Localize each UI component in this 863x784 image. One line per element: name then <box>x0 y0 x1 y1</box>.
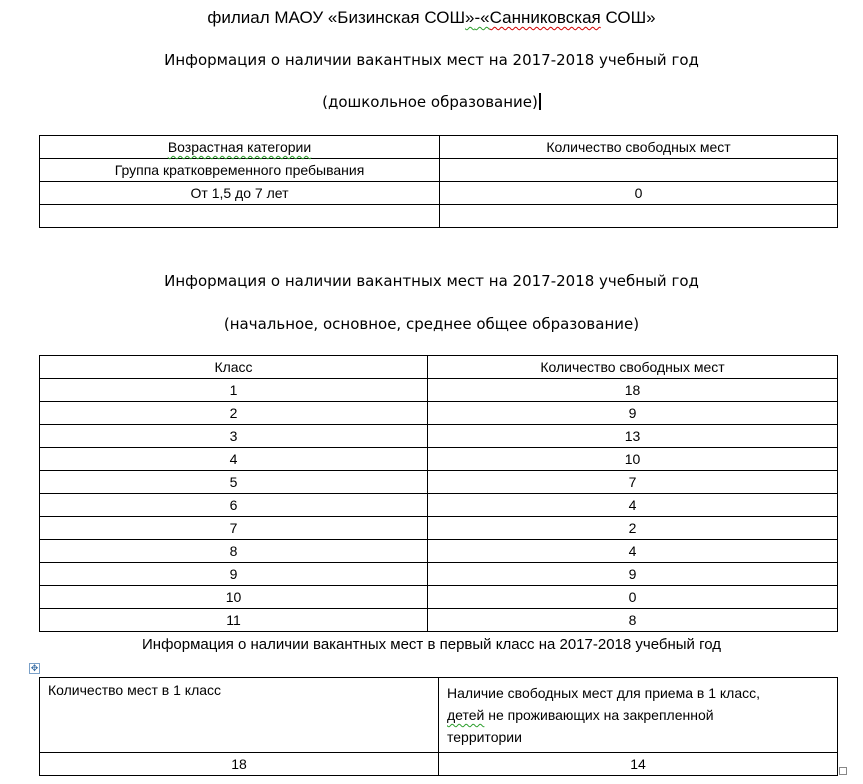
table-cell[interactable]: 13 <box>428 425 838 448</box>
table-cell[interactable]: 0 <box>440 182 838 205</box>
section1-subheading: (дошкольное образование) <box>0 93 863 111</box>
preschool-table <box>39 135 838 228</box>
table-cell[interactable]: 1 <box>40 379 428 402</box>
table-header-cell[interactable]: Класс <box>40 356 428 379</box>
table-row <box>40 471 838 494</box>
table-cell[interactable]: 5 <box>40 471 428 494</box>
table-header-cell[interactable]: Количество свободных мест <box>428 356 838 379</box>
table-row <box>40 379 838 402</box>
document-title <box>0 8 863 28</box>
table-header-row <box>40 678 838 753</box>
table-header-cell[interactable]: Количество мест в 1 класс <box>40 678 439 753</box>
table-row <box>40 425 838 448</box>
table-row <box>40 448 838 471</box>
table-row <box>40 586 838 609</box>
table-row <box>40 205 838 228</box>
table-cell[interactable]: 9 <box>428 563 838 586</box>
title-part: »-« <box>465 8 490 27</box>
table-cell[interactable]: 2 <box>40 402 428 425</box>
table-header-row <box>40 136 838 159</box>
table-cell[interactable]: 8 <box>40 540 428 563</box>
title-part: филиал МАОУ «Бизинская СОШ <box>207 8 466 27</box>
table-cell[interactable]: 10 <box>40 586 428 609</box>
table-row <box>40 540 838 563</box>
table-cell[interactable]: 18 <box>40 753 439 776</box>
table-cell[interactable]: 4 <box>428 494 838 517</box>
table-header-row <box>40 356 838 379</box>
move-arrows-icon[interactable]: ✥ <box>30 663 39 673</box>
table-cell[interactable]: 8 <box>428 609 838 632</box>
table-cell[interactable]: 4 <box>40 448 428 471</box>
table-row <box>40 609 838 632</box>
table-cell[interactable]: 9 <box>428 402 838 425</box>
first-grade-table <box>39 677 838 776</box>
table-cell[interactable]: 7 <box>428 471 838 494</box>
table-cell[interactable]: 14 <box>439 753 838 776</box>
table-row <box>40 753 838 776</box>
table-cell[interactable]: 10 <box>428 448 838 471</box>
table-header-cell[interactable]: Количество свободных мест <box>440 136 838 159</box>
table-cell[interactable] <box>440 159 838 182</box>
table-cell[interactable]: 7 <box>40 517 428 540</box>
table-cell[interactable]: 3 <box>40 425 428 448</box>
resize-handle-icon[interactable] <box>839 767 847 775</box>
table-cell[interactable]: Группа кратковременного пребывания <box>40 159 440 182</box>
table-cell[interactable]: 2 <box>428 517 838 540</box>
table-cell[interactable] <box>440 205 838 228</box>
table-row <box>40 402 838 425</box>
table-row <box>40 517 838 540</box>
table-cell[interactable]: 9 <box>40 563 428 586</box>
table-cell[interactable]: 18 <box>428 379 838 402</box>
table-row <box>40 563 838 586</box>
table-cell[interactable]: От 1,5 до 7 лет <box>40 182 440 205</box>
table-cell[interactable]: 11 <box>40 609 428 632</box>
table-cell[interactable]: 4 <box>428 540 838 563</box>
table-row <box>40 182 838 205</box>
section3-heading: Информация о наличии вакантных мест в первый класс на 2017-2018 учебный год <box>142 636 721 653</box>
table-header-cell[interactable]: Возрастная категории <box>40 136 440 159</box>
table-row <box>40 494 838 517</box>
text-cursor <box>539 93 541 110</box>
table-cell[interactable] <box>40 205 440 228</box>
title-part: Санниковская <box>489 8 601 27</box>
section1-heading: Информация о наличии вакантных мест на 2017-2018 учебный год <box>164 51 699 69</box>
table-header-cell[interactable]: Наличие свободных мест для приема в 1 класс, детей не проживающих на закрепленной территории <box>439 678 838 753</box>
school-classes-table <box>39 355 838 632</box>
section2-heading: Информация о наличии вакантных мест на 2017-2018 учебный год <box>164 272 699 290</box>
table-cell[interactable]: 6 <box>40 494 428 517</box>
table-cell[interactable]: 0 <box>428 586 838 609</box>
table-row <box>40 159 838 182</box>
title-part: СОШ» <box>600 8 656 27</box>
section2-subheading: (начальное, основное, среднее общее образование) <box>223 315 640 333</box>
